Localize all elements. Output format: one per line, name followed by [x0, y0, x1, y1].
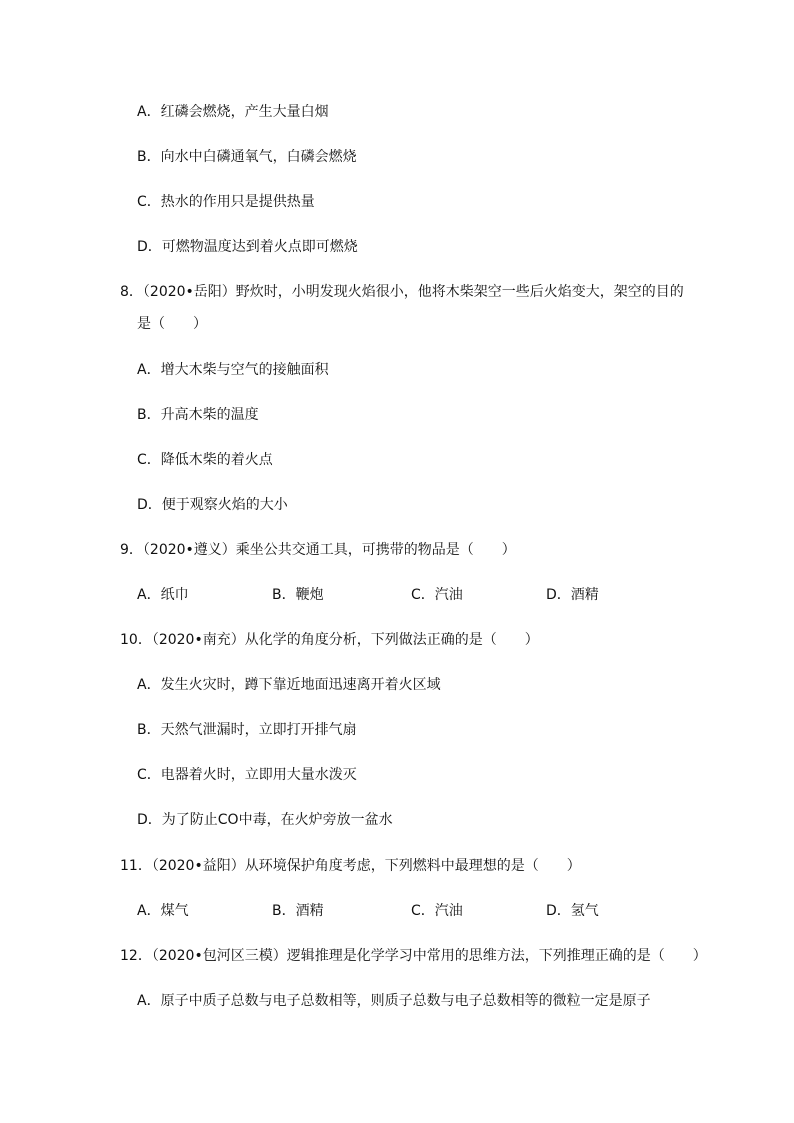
q11-stem: 11．（2020•益阳）从环境保护角度考虑，下列燃料中最理想的是（ ） [120, 858, 581, 874]
q12-stem: 12．（2020•包河区三模）逻辑推理是化学学习中常用的思维方法，下列推理正确的是（ ） [120, 948, 707, 964]
q9-stem: 9．（2020•遵义）乘坐公共交通工具，可携带的物品是（ ） [120, 542, 516, 558]
q8-option-d: D．便于观察火焰的大小 [137, 497, 288, 513]
q12-option-a: A．原子中质子总数与电子总数相等，则质子总数与电子总数相等的微粒一定是原子 [137, 993, 651, 1009]
q8-option-b: B．升高木柴的温度 [137, 407, 259, 423]
q11-option-d: D．氢气 [546, 903, 599, 919]
q11-option-c: C．汽油 [411, 903, 463, 919]
q9-option-d: D．酒精 [546, 587, 599, 603]
q10-stem: 10．（2020•南充）从化学的角度分析，下列做法正确的是（ ） [120, 632, 539, 648]
q11-option-b: B．酒精 [272, 903, 324, 919]
q10-option-b: B．天然气泄漏时，立即打开排气扇 [137, 722, 357, 738]
q10-option-d: D．为了防止CO中毒，在火炉旁放一盆水 [137, 812, 393, 828]
q8-stem-line1: 8．（2020•岳阳）野炊时，小明发现火焰很小，他将木柴架空一些后火焰变大，架空的目的 [120, 284, 684, 300]
q8-option-c: C．降低木柴的着火点 [137, 452, 273, 468]
q7-option-b: B．向水中白磷通氧气，白磷会燃烧 [137, 149, 357, 165]
q8-stem-line2: 是（ ） [137, 316, 207, 332]
q7-option-c: C．热水的作用只是提供热量 [137, 194, 315, 210]
q9-option-b: B．鞭炮 [272, 587, 324, 603]
q10-option-c: C．电器着火时，立即用大量水泼灭 [137, 767, 357, 783]
q8-option-a: A．增大木柴与空气的接触面积 [137, 362, 329, 378]
q9-option-c: C．汽油 [411, 587, 463, 603]
q9-option-a: A．纸巾 [137, 587, 189, 603]
q11-option-a: A．煤气 [137, 903, 189, 919]
q7-option-d: D．可燃物温度达到着火点即可燃烧 [137, 239, 358, 255]
q7-option-a: A．红磷会燃烧，产生大量白烟 [137, 104, 329, 120]
q10-option-a: A．发生火灾时，蹲下靠近地面迅速离开着火区域 [137, 677, 441, 693]
